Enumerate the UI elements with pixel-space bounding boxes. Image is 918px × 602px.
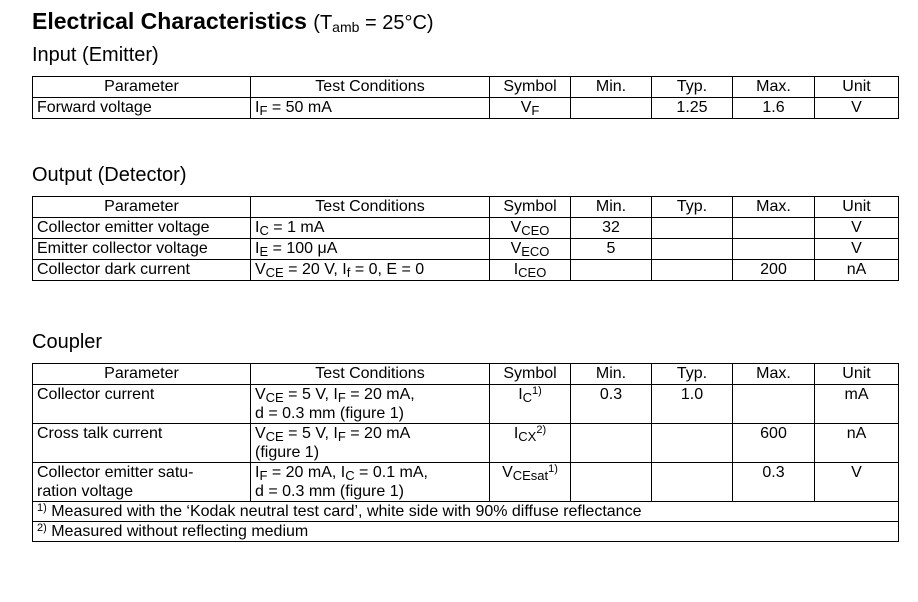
table-header-row [33,197,899,218]
cell-symbol: $V_{ECO}$ [490,239,571,260]
title-cond-open: (T [313,12,333,34]
footnote-row [33,522,899,542]
cell-min [571,424,652,463]
cell-max [733,239,815,260]
header-test-conditions: Test Conditions [251,364,490,385]
section-heading-input: Input (Emitter) [32,44,159,66]
title-condition [313,12,433,34]
section-heading-output: Output (Detector) [32,164,187,186]
cell-symbol: $I_C^{1)}$ [490,385,571,424]
header-symbol: Symbol [490,364,571,385]
cell-parameter: Collector current [33,385,251,424]
cell-parameter: Collector emitter satu- ration voltage [33,463,251,502]
header-parameter: Parameter [33,197,251,218]
cell-min [571,260,652,281]
cell-min: 32 [571,218,652,239]
cell-typ [652,463,733,502]
header-symbol: Symbol [490,197,571,218]
cell-max [733,385,815,424]
cell-test-conditions: $V_{CE} = 5$ V, $I_F = 20$ mA (figure 1) [251,424,490,463]
table-header-row [33,364,899,385]
input-table [32,76,899,119]
cell-typ [652,424,733,463]
cell-parameter: Emitter collector voltage [33,239,251,260]
table-row [33,385,899,424]
header-parameter: Parameter [33,77,251,98]
page-title [32,8,434,35]
cell-min [571,463,652,502]
footnote-1: $^{1)}$ Measured with the ‘Kodak neutral test card’, white side with 90% diffuse reflectance [33,502,899,522]
header-max: Max. [733,77,815,98]
header-min: Min. [571,77,652,98]
header-parameter: Parameter [33,364,251,385]
cell-test-conditions: $V_{CE} = 5$ V, $I_F = 20$ mA, d = 0.3 mm (figure 1) [251,385,490,424]
cell-min [571,98,652,119]
footnote-2: $^{2)}$ Measured without reflecting medium [33,522,899,542]
cell-parameter: Forward voltage [33,98,251,119]
cell-typ [652,239,733,260]
title-main: Electrical Characteristics [32,8,307,34]
title-cond-sub: amb [332,19,360,35]
cell-unit: V [815,218,899,239]
cell-typ: 1.25 [652,98,733,119]
header-min: Min. [571,364,652,385]
cell-symbol: $V_{CEO}$ [490,218,571,239]
header-typ: Typ. [652,197,733,218]
cell-test-conditions: $I_F = 50$ mA [251,98,490,119]
cell-min: 0.3 [571,385,652,424]
cell-typ: 1.0 [652,385,733,424]
cell-unit: V [815,239,899,260]
header-typ: Typ. [652,77,733,98]
cell-unit: nA [815,260,899,281]
output-table [32,196,899,281]
cell-symbol: $I_{CX}^{2)}$ [490,424,571,463]
cell-test-conditions: $V_{CE} = 20$ V, $I_f = 0$, E = 0 [251,260,490,281]
cell-parameter: Collector emitter voltage [33,218,251,239]
cell-unit: mA [815,385,899,424]
header-test-conditions: Test Conditions [251,197,490,218]
table-row [33,424,899,463]
cell-max [733,218,815,239]
coupler-table [32,363,899,542]
table-row [33,239,899,260]
table-row [33,463,899,502]
header-unit: Unit [815,364,899,385]
cell-symbol: $V_F$ [490,98,571,119]
header-min: Min. [571,197,652,218]
cell-max: 1.6 [733,98,815,119]
header-max: Max. [733,197,815,218]
header-test-conditions: Test Conditions [251,77,490,98]
header-typ: Typ. [652,364,733,385]
header-unit: Unit [815,77,899,98]
cell-unit: V [815,98,899,119]
cell-test-conditions: $I_C = 1$ mA [251,218,490,239]
header-symbol: Symbol [490,77,571,98]
footnote-row [33,502,899,522]
title-cond-close: = 25°C) [359,12,434,34]
table-row [33,260,899,281]
cell-max: 200 [733,260,815,281]
cell-unit: nA [815,424,899,463]
cell-typ [652,218,733,239]
cell-parameter: Cross talk current [33,424,251,463]
cell-typ [652,260,733,281]
cell-unit: V [815,463,899,502]
cell-symbol: $I_{CEO}$ [490,260,571,281]
cell-test-conditions: $I_E = 100$ μA [251,239,490,260]
cell-symbol: $V_{CEsat}^{1)}$ [490,463,571,502]
header-max: Max. [733,364,815,385]
cell-max: 0.3 [733,463,815,502]
cell-test-conditions: $I_F = 20$ mA, $I_C = 0.1$ mA, d = 0.3 mm (figure 1) [251,463,490,502]
table-header-row [33,77,899,98]
header-unit: Unit [815,197,899,218]
cell-max: 600 [733,424,815,463]
table-row [33,218,899,239]
table-row [33,98,899,119]
section-heading-coupler: Coupler [32,331,103,353]
cell-parameter: Collector dark current [33,260,251,281]
cell-min: 5 [571,239,652,260]
